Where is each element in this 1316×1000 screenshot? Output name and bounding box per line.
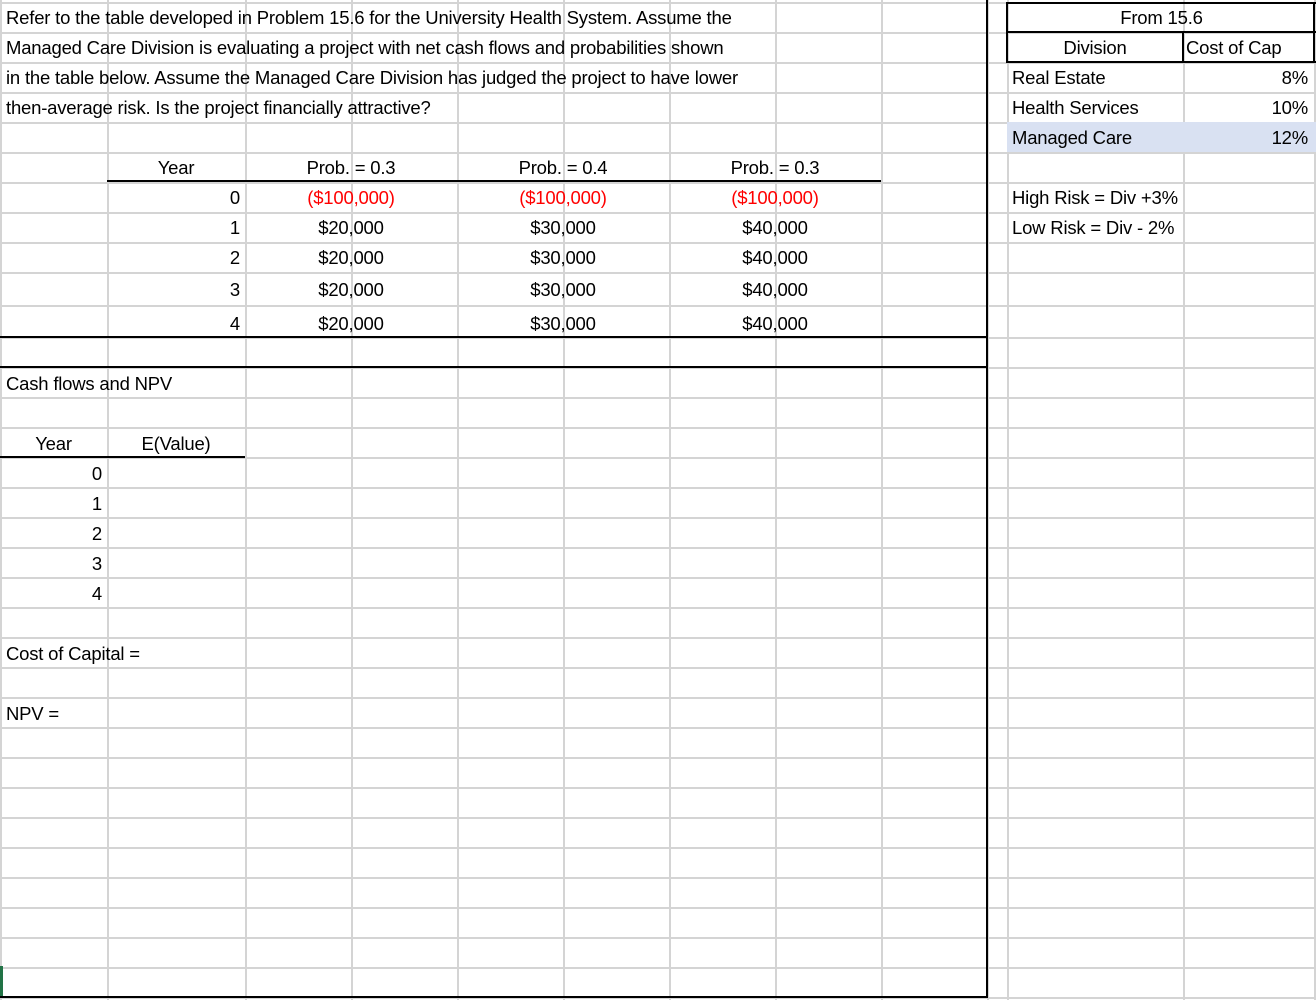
gridline (0, 727, 1316, 729)
year-cell[interactable]: 1 (229, 217, 240, 238)
gridline (775, 0, 777, 1000)
reference-title: From 15.6 (1120, 7, 1203, 28)
low-risk-note: Low Risk = Div - 2% (1012, 217, 1175, 238)
gridline (245, 0, 247, 1000)
border (0, 366, 988, 368)
gridline (0, 907, 1316, 909)
gridline (0, 637, 1316, 639)
gridline (0, 697, 1316, 699)
gridline (351, 0, 353, 1000)
border (0, 996, 988, 998)
prob-header: Prob. = 0.3 (306, 157, 396, 178)
cost-of-capital-label: Cost of Capital = (6, 643, 140, 664)
cf-evalue-header: E(Value) (141, 433, 211, 454)
gridline (0, 967, 1316, 969)
cash-flow-cell[interactable]: $30,000 (530, 247, 596, 268)
border (1006, 2, 1008, 62)
gridline (0, 667, 1316, 669)
gridline (0, 397, 1316, 399)
gridline (0, 757, 1316, 759)
gridline (0, 547, 1316, 549)
gridline (563, 0, 565, 1000)
gridline (0, 787, 1316, 789)
border (107, 180, 881, 182)
cash-flow-cell[interactable]: ($100,000) (519, 187, 607, 208)
year-cell[interactable]: 4 (229, 313, 240, 334)
selection-indicator (0, 966, 3, 996)
cf-year-cell[interactable]: 3 (91, 553, 102, 574)
cash-flow-cell[interactable]: $40,000 (742, 247, 808, 268)
cash-flow-cell[interactable]: $40,000 (742, 313, 808, 334)
cash-flow-cell[interactable]: $30,000 (530, 217, 596, 238)
border (1006, 31, 1316, 33)
year-cell[interactable]: 3 (229, 279, 240, 300)
cash-flow-cell[interactable]: ($100,000) (731, 187, 819, 208)
prob-header: Prob. = 0.4 (518, 157, 608, 178)
gridline (0, 487, 1316, 489)
gridline (0, 937, 1316, 939)
division-cost[interactable]: 10% (1271, 97, 1308, 118)
cf-year-cell[interactable]: 0 (91, 463, 102, 484)
cost-of-cap-header: Cost of Cap (1186, 37, 1282, 58)
border (0, 456, 245, 458)
cash-flow-cell[interactable]: $30,000 (530, 313, 596, 334)
gridline (0, 577, 1316, 579)
cash-flow-cell[interactable]: $20,000 (318, 247, 384, 268)
npv-label: NPV = (6, 703, 59, 724)
year-cell[interactable]: 2 (229, 247, 240, 268)
problem-text-line: in the table below. Assume the Managed Care Division has judged the project to have lower (6, 67, 738, 88)
gridline (0, 517, 1316, 519)
border (986, 0, 988, 998)
division-header: Division (1063, 37, 1127, 58)
year-cell[interactable]: 0 (229, 187, 240, 208)
division-cost[interactable]: 8% (1281, 67, 1308, 88)
year-header: Year (157, 157, 195, 178)
gridline (0, 877, 1316, 879)
gridline (0, 817, 1316, 819)
cash-flow-cell[interactable]: $20,000 (318, 217, 384, 238)
division-cost[interactable]: 12% (1271, 127, 1308, 148)
cash-flow-cell[interactable]: ($100,000) (307, 187, 395, 208)
gridline (107, 0, 109, 1000)
border (0, 336, 988, 338)
border (1006, 61, 1316, 63)
cash-flow-cell[interactable]: $20,000 (318, 279, 384, 300)
cash-flow-cell[interactable]: $30,000 (530, 279, 596, 300)
high-risk-note: High Risk = Div +3% (1012, 187, 1178, 208)
cash-flow-cell[interactable]: $20,000 (318, 313, 384, 334)
border (1313, 2, 1315, 62)
division-name[interactable]: Managed Care (1012, 127, 1132, 148)
cash-flow-cell[interactable]: $40,000 (742, 217, 808, 238)
cf-year-cell[interactable]: 2 (91, 523, 102, 544)
border (1182, 32, 1184, 62)
border (1006, 2, 1316, 4)
problem-text-line: Refer to the table developed in Problem 15.6 for the University Health System. Assume the (6, 7, 732, 28)
cf-year-cell[interactable]: 4 (91, 583, 102, 604)
gridline (0, 305, 1316, 307)
problem-text-line: then-average risk. Is the project financially attractive? (6, 97, 431, 118)
problem-text-line: Managed Care Division is evaluating a project with net cash flows and probabilities shown (6, 37, 724, 58)
division-name[interactable]: Real Estate (1012, 67, 1106, 88)
prob-header: Prob. = 0.3 (730, 157, 820, 178)
gridline (881, 0, 883, 1000)
division-name[interactable]: Health Services (1012, 97, 1139, 118)
gridline (0, 607, 1316, 609)
gridline (669, 0, 671, 1000)
cf-year-header: Year (35, 433, 72, 454)
cash-flows-title: Cash flows and NPV (6, 373, 173, 394)
cash-flow-cell[interactable]: $40,000 (742, 279, 808, 300)
gridline (457, 0, 459, 1000)
gridline (0, 847, 1316, 849)
cf-year-cell[interactable]: 1 (91, 493, 102, 514)
